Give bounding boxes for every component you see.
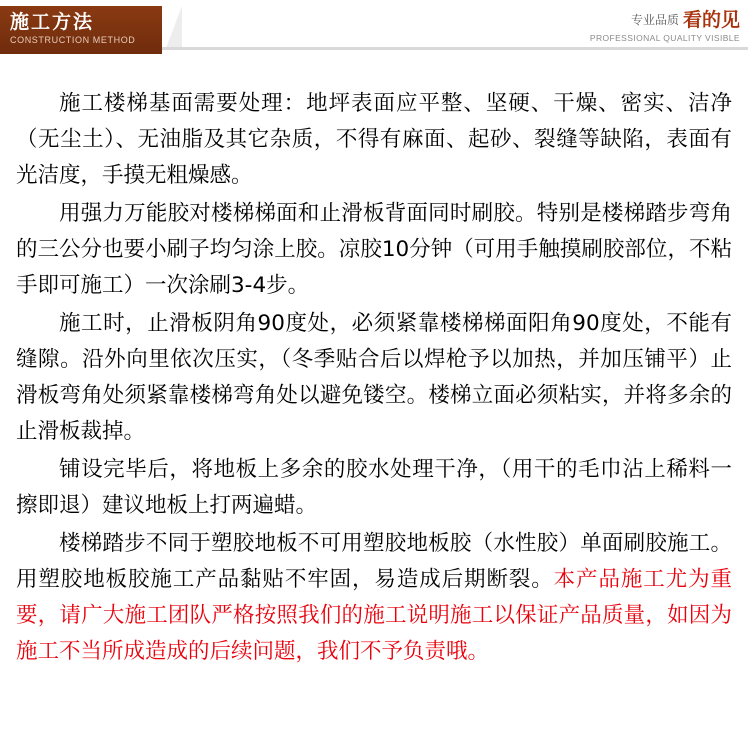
tagline-line-1 [590, 10, 740, 32]
tagline-accent-text: 看的见 [682, 9, 740, 31]
section-title-cn: 施工方法 [10, 11, 95, 33]
page-header [0, 0, 748, 60]
paragraph-4: 铺设完毕后，将地板上多余的胶水处理干净，（用干的毛巾沾上稀料一擦即退）建议地板上打两遍蜡。 [16, 457, 732, 518]
section-title-en: CONSTRUCTION METHOD [10, 35, 136, 45]
tagline-small-text: 专业品质 [630, 13, 679, 27]
paragraph-5-normal-text: 楼梯踏步不同于塑胶地板不可用塑胶地板胶（水性胶）单面刷胶施工。用塑胶地板胶施工产品黏贴不牢固，易造成后期断裂。 [16, 531, 732, 592]
paragraph-3: 施工时，止滑板阴角90度处，必须紧靠楼梯梯面阳角90度处，不能有缝隙。沿外向里依次压实，（冬季贴合后以焊枪予以加热，并加压铺平）止滑板弯角处须紧靠楼梯弯角处以避免镂空。楼梯立面必须粘实，并将多余的止滑板裁掉。 [16, 311, 732, 444]
paragraph-2: 用强力万能胶对楼梯梯面和止滑板背面同时刷胶。特别是楼梯踏步弯角的三公分也要小刷子均匀涂上胶。凉胶10分钟（可用手触摸刷胶部位，不粘手即可施工）一次涂刷3-4步。 [16, 201, 732, 298]
paragraph-1: 施工楼梯基面需要处理：地坪表面应平整、坚硬、干燥、密实、洁净（无尘土）、无油脂及其它杂质，不得有麻面、起砂、裂缝等缺陷，表面有光洁度，手摸无粗燥感。 [16, 91, 732, 188]
paragraph-5 [16, 526, 732, 670]
tagline-line-2: PROFESSIONAL QUALITY VISIBLE [589, 32, 740, 43]
document-body [0, 60, 748, 670]
header-divider [162, 47, 748, 50]
paragraph-5-warning-text: 本产品施工尤为重要，请广大施工团队严格按照我们的施工说明施工以保证产品质量，如因为施工不当所成造成的后续问题，我们不予负责哦。 [16, 567, 732, 664]
header-slash-decoration [166, 6, 182, 48]
section-title-badge [0, 6, 162, 54]
header-tagline [590, 10, 740, 44]
